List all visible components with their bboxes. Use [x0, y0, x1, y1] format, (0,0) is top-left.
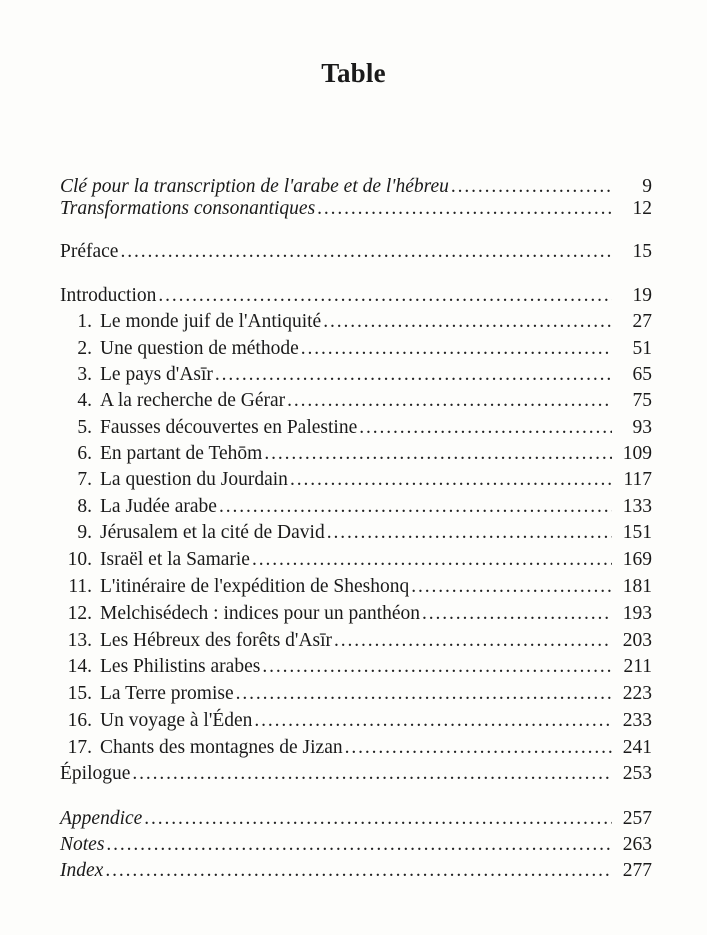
- entry-label: L'itinéraire de l'expédition de Sheshonq: [100, 576, 410, 597]
- entry-label: Une question de méthode: [100, 338, 299, 359]
- toc-entry-chapter: [60, 364, 652, 390]
- entry-page-number: 241: [622, 737, 652, 758]
- page-title: Table: [321, 58, 386, 88]
- chapter-number: 17.: [67, 737, 92, 758]
- leader-dots: [144, 808, 612, 830]
- leader-dots: [411, 576, 612, 598]
- entry-label: Épilogue: [60, 763, 131, 784]
- leader-dots: [264, 443, 612, 465]
- toc-entry-notes: [60, 834, 652, 860]
- entry-page-number: 253: [622, 763, 652, 784]
- entry-label: Les Philistins arabes: [100, 656, 261, 677]
- leader-dots: [323, 311, 612, 333]
- leader-dots: [132, 763, 612, 785]
- entry-label: Notes: [60, 834, 105, 855]
- entry-page-number: 193: [622, 603, 652, 624]
- entry-label: En partant de Tehōm: [100, 443, 263, 464]
- entry-label: La question du Jourdain: [100, 469, 288, 490]
- entry-label: Appendice: [60, 808, 143, 829]
- toc-entry-chapter: [60, 549, 652, 575]
- entry-page-number: 51: [632, 338, 652, 359]
- toc-entry-chapter: [60, 710, 652, 736]
- entry-page-number: 65: [632, 364, 652, 385]
- entry-label: Fausses découvertes en Palestine: [100, 417, 358, 438]
- leader-dots: [254, 710, 612, 732]
- entry-label: Préface: [60, 241, 119, 262]
- leader-dots: [345, 737, 612, 759]
- entry-label: Les Hébreux des forêts d'Asīr: [100, 630, 333, 651]
- chapter-number: 15.: [67, 683, 92, 704]
- toc-entry-chapter: [60, 630, 652, 656]
- entry-page-number: 203: [622, 630, 652, 651]
- toc-entry-chapter: [60, 656, 652, 682]
- entry-label: Jérusalem et la cité de David: [100, 522, 325, 543]
- entry-page-number: 75: [632, 390, 652, 411]
- chapter-number: 13.: [67, 630, 92, 651]
- entry-label: Le monde juif de l'Antiquité: [100, 311, 322, 332]
- entry-page-number: 233: [622, 710, 652, 731]
- toc-entry-epilogue: [60, 763, 652, 789]
- entry-page-number: 93: [632, 417, 652, 438]
- chapter-number: 16.: [67, 710, 92, 731]
- chapter-number: 3.: [77, 364, 92, 385]
- toc-entry-chapter: [60, 522, 652, 548]
- leader-dots: [327, 522, 612, 544]
- entry-page-number: 12: [632, 198, 652, 219]
- entry-page-number: 257: [622, 808, 652, 829]
- chapter-number: 1.: [77, 311, 92, 332]
- entry-label: Melchisédech : indices pour un panthéon: [100, 603, 421, 624]
- entry-page-number: 109: [622, 443, 652, 464]
- entry-label: A la recherche de Gérar: [100, 390, 286, 411]
- entry-page-number: 181: [622, 576, 652, 597]
- leader-dots: [158, 285, 612, 307]
- leader-dots: [359, 417, 612, 439]
- entry-label: Un voyage à l'Éden: [100, 710, 253, 731]
- entry-label: Clé pour la transcription de l'arabe et de l'hébreu: [60, 176, 449, 197]
- entry-page-number: 223: [622, 683, 652, 704]
- chapter-number: 8.: [77, 496, 92, 517]
- leader-dots: [301, 338, 612, 360]
- entry-label: La Terre promise: [100, 683, 234, 704]
- toc-entry-chapter: [60, 576, 652, 602]
- entry-page-number: 15: [632, 241, 652, 262]
- toc-entry-chapter: [60, 311, 652, 337]
- entry-page-number: 117: [623, 469, 652, 490]
- leader-dots: [120, 241, 612, 263]
- entry-page-number: 277: [622, 860, 652, 881]
- chapter-number: 5.: [77, 417, 92, 438]
- chapter-number: 6.: [77, 443, 92, 464]
- leader-dots: [262, 656, 612, 678]
- chapter-number: 10.: [67, 549, 92, 570]
- entry-page-number: 27: [632, 311, 652, 332]
- chapter-number: 11.: [68, 576, 92, 597]
- leader-dots: [219, 496, 612, 518]
- entry-page-number: 151: [622, 522, 652, 543]
- chapter-number: 4.: [77, 390, 92, 411]
- leader-dots: [290, 469, 612, 491]
- toc-entry-consonant-transformations: [60, 198, 652, 224]
- leader-dots: [451, 176, 612, 198]
- toc-entry-chapter: [60, 443, 652, 469]
- toc-entry-introduction: [60, 285, 652, 311]
- toc-entry-chapter: [60, 417, 652, 443]
- leader-dots: [422, 603, 612, 625]
- entry-page-number: 263: [622, 834, 652, 855]
- entry-label: Le pays d'Asīr: [100, 364, 213, 385]
- entry-page-number: 133: [622, 496, 652, 517]
- entry-label: Chants des montagnes de Jizan: [100, 737, 343, 758]
- entry-label: La Judée arabe: [100, 496, 217, 517]
- chapter-number: 9.: [77, 522, 92, 543]
- toc-entry-chapter: [60, 390, 652, 416]
- leader-dots: [317, 198, 612, 220]
- toc-entry-chapter: [60, 683, 652, 709]
- entry-label: Introduction: [60, 285, 157, 306]
- leader-dots: [252, 549, 612, 571]
- entry-page-number: 9: [642, 176, 652, 197]
- entry-label: Index: [60, 860, 104, 881]
- leader-dots: [334, 630, 612, 652]
- leader-dots: [236, 683, 612, 705]
- toc-entry-index: [60, 860, 652, 886]
- leader-dots: [287, 390, 612, 412]
- leader-dots: [215, 364, 612, 386]
- toc-entry-chapter: [60, 469, 652, 495]
- toc-entry-appendix: [60, 808, 652, 834]
- chapter-number: 7.: [77, 469, 92, 490]
- entry-page-number: 19: [632, 285, 652, 306]
- entry-label: Israël et la Samarie: [100, 549, 250, 570]
- chapter-number: 14.: [67, 656, 92, 677]
- toc-entry-chapter: [60, 737, 652, 763]
- toc-entry-chapter: [60, 338, 652, 364]
- leader-dots: [105, 860, 612, 882]
- leader-dots: [106, 834, 612, 856]
- chapter-number: 2.: [77, 338, 92, 359]
- entry-page-number: 169: [622, 549, 652, 570]
- toc-entry-preface: [60, 241, 652, 267]
- entry-label: Transformations consonantiques: [60, 198, 316, 219]
- toc-entry-chapter: [60, 496, 652, 522]
- entry-page-number: 211: [623, 656, 652, 677]
- toc-entry-chapter: [60, 603, 652, 629]
- chapter-number: 12.: [67, 603, 92, 624]
